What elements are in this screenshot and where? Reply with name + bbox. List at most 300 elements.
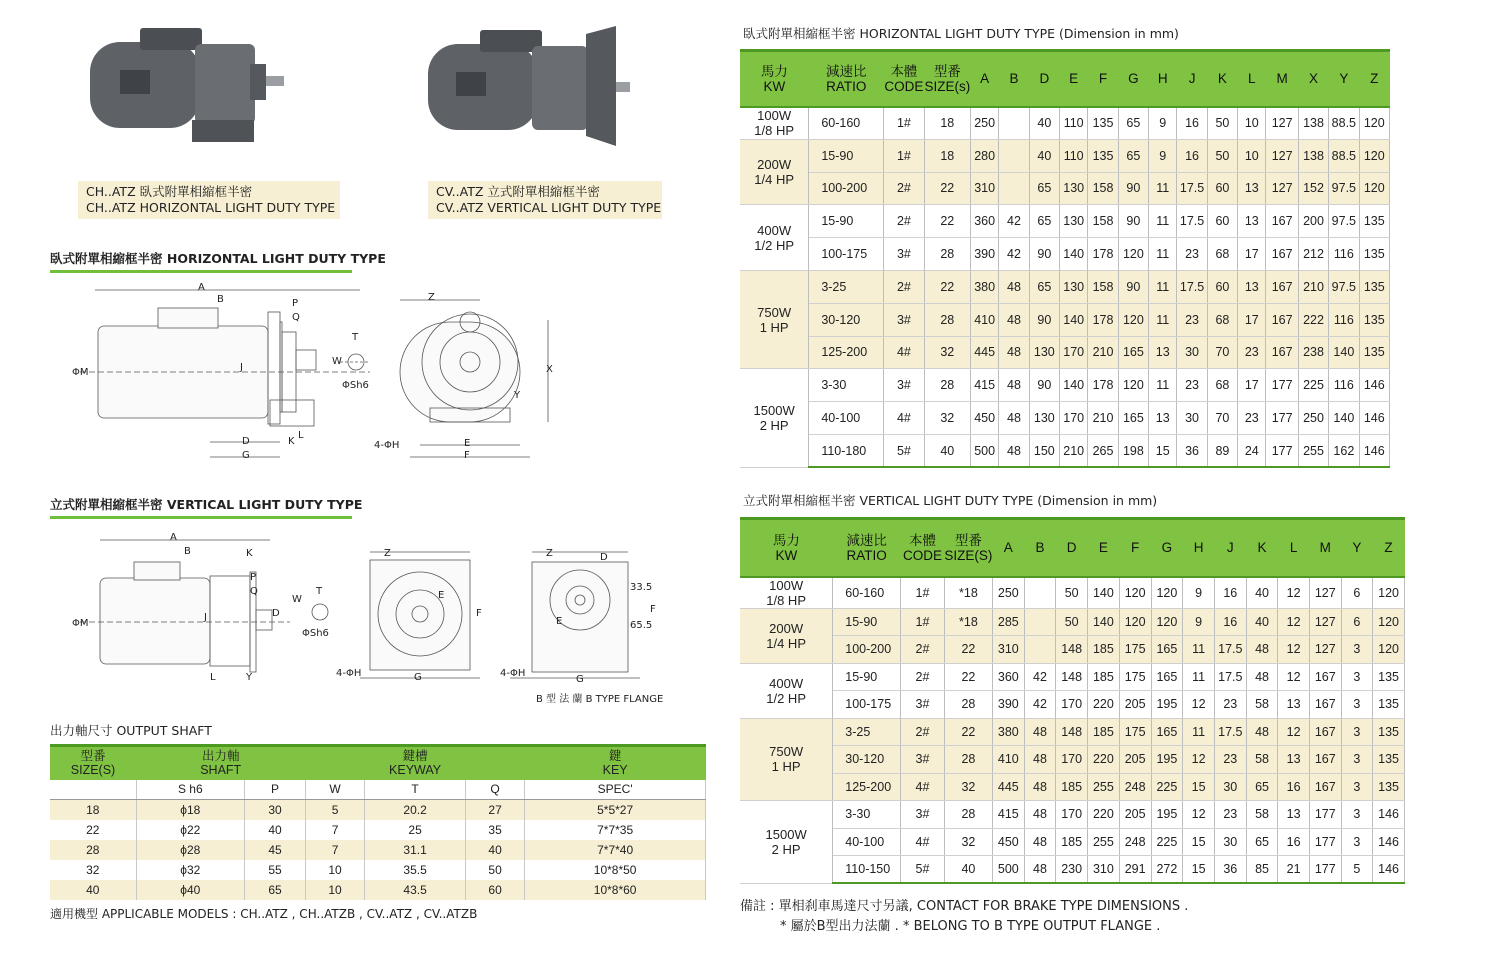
table-cell: 3 <box>1341 801 1372 829</box>
table-row <box>50 840 706 860</box>
col-header: K <box>1246 519 1278 577</box>
table-cell: 390 <box>992 691 1024 719</box>
table-cell: 16 <box>1177 107 1207 140</box>
col-header: Z <box>1359 51 1389 107</box>
horizontal-table-title: 臥式附單相縮框半密 HORIZONTAL LIGHT DUTY TYPE (Dimension in mm) <box>743 26 1179 41</box>
power-cell: 750W 1 HP <box>740 718 833 801</box>
table-cell: 167 <box>1266 205 1298 238</box>
table-cell <box>1024 636 1056 664</box>
shaft-subheader-cell: SPEC' <box>525 780 706 800</box>
table-cell: 120 <box>1118 303 1148 336</box>
table-cell: 110 <box>1060 107 1088 140</box>
label-L: L <box>298 430 304 441</box>
table-cell: 48 <box>999 434 1029 467</box>
table-cell: 13 <box>1278 801 1310 829</box>
v-label-H: 4-ΦH <box>336 668 362 679</box>
table-cell: 130 <box>1060 270 1088 303</box>
table-cell: 185 <box>1056 828 1088 856</box>
col-header: F <box>1119 519 1151 577</box>
table-cell: 90 <box>1029 238 1059 271</box>
table-cell: 7 <box>305 820 364 840</box>
table-cell: 17.5 <box>1177 172 1207 205</box>
table-cell: 32 <box>50 860 136 880</box>
table-cell: 3-25 <box>809 270 884 303</box>
vertical-caption: CV..ATZ 立式附單相縮框半密 CV..ATZ VERTICAL LIGHT DUTY TYPE <box>428 181 662 219</box>
table-cell: ϕ32 <box>136 860 245 880</box>
table-cell: 25 <box>365 820 466 840</box>
table-row <box>740 691 1405 719</box>
table-cell: 28 <box>924 303 970 336</box>
table-cell: 2# <box>884 172 924 205</box>
col-header: H <box>1149 51 1177 107</box>
table-row <box>50 880 706 900</box>
table-cell: 30 <box>245 800 306 820</box>
table-cell: 185 <box>1088 663 1120 691</box>
table-cell: 9 <box>1183 608 1215 636</box>
table-cell: 97.5 <box>1329 270 1359 303</box>
table-cell: 2# <box>901 663 945 691</box>
table-cell: 5# <box>901 856 945 884</box>
table-cell: 3 <box>1341 746 1372 774</box>
table-cell: 48 <box>1024 773 1056 801</box>
horizontal-drawing-title: 臥式附單相縮框半密 HORIZONTAL LIGHT DUTY TYPE <box>50 249 386 267</box>
col-header: Z <box>1373 519 1405 577</box>
table-row <box>740 238 1390 271</box>
table-cell: 2# <box>901 718 945 746</box>
b-label-D: D <box>600 552 608 563</box>
table-cell: 15 <box>1149 434 1177 467</box>
table-cell: 177 <box>1266 434 1298 467</box>
table-cell: 22 <box>924 172 970 205</box>
table-cell: 23 <box>1177 369 1207 402</box>
table-cell: 12 <box>1183 801 1215 829</box>
table-cell: 135 <box>1359 205 1389 238</box>
table-row <box>740 577 1405 609</box>
table-cell: 15-90 <box>833 663 901 691</box>
table-cell: 90 <box>1029 369 1059 402</box>
table-cell: 70 <box>1207 402 1237 435</box>
col-header: Y <box>1341 519 1372 577</box>
table-cell: 225 <box>1298 369 1328 402</box>
table-cell: 146 <box>1359 434 1389 467</box>
table-row <box>740 107 1390 140</box>
col-header: L <box>1278 519 1310 577</box>
table-cell: 127 <box>1266 107 1298 140</box>
table-cell: 12 <box>1278 636 1310 664</box>
table-cell: 140 <box>1329 402 1359 435</box>
table-cell: 130 <box>1060 205 1088 238</box>
table-cell: 48 <box>1246 636 1278 664</box>
table-cell: 65 <box>1029 172 1059 205</box>
table-cell: 5 <box>1341 856 1372 884</box>
table-cell: 28 <box>924 369 970 402</box>
shaft-h-keyway: 鍵槽 KEYWAY <box>305 746 524 780</box>
v-label-F: F <box>476 608 482 619</box>
col-header: 本體 CODE <box>884 51 924 107</box>
col-header: G <box>1151 519 1183 577</box>
table-cell: 68 <box>1207 238 1237 271</box>
v-label-W: W <box>292 594 302 605</box>
col-header: 型番 SIZE(s) <box>924 51 970 107</box>
table-cell: 255 <box>1298 434 1328 467</box>
table-cell: 220 <box>1088 801 1120 829</box>
table-cell: 135 <box>1359 270 1389 303</box>
shaft-subheader-cell <box>50 780 136 800</box>
table-cell: 60 <box>1207 205 1237 238</box>
table-cell: 135 <box>1373 663 1405 691</box>
table-cell: 4# <box>884 402 924 435</box>
table-cell: 7 <box>305 840 364 860</box>
table-row <box>740 402 1390 435</box>
table-cell: 410 <box>970 303 998 336</box>
table-cell: 450 <box>970 402 998 435</box>
table-cell: 225 <box>1151 773 1183 801</box>
table-cell: 167 <box>1309 691 1341 719</box>
table-cell: 22 <box>924 270 970 303</box>
table-cell: 58 <box>1246 746 1278 774</box>
table-cell: 265 <box>1088 434 1118 467</box>
col-header: D <box>1056 519 1088 577</box>
table-cell: 89 <box>1207 434 1237 467</box>
table-cell: 380 <box>992 718 1024 746</box>
table-cell <box>1024 577 1056 609</box>
table-cell: 167 <box>1309 746 1341 774</box>
table-cell: 36 <box>1214 856 1246 884</box>
table-cell: 135 <box>1088 107 1118 140</box>
table-cell: 415 <box>970 369 998 402</box>
table-cell: 1# <box>901 577 945 609</box>
table-cell: 127 <box>1309 608 1341 636</box>
table-cell: 17.5 <box>1214 636 1246 664</box>
table-cell: 50 <box>1056 608 1088 636</box>
table-cell: 15-90 <box>833 608 901 636</box>
col-header: G <box>1118 51 1148 107</box>
table-cell: 250 <box>1298 402 1328 435</box>
power-cell: 200W 1/4 HP <box>740 608 833 663</box>
table-cell: 90 <box>1029 303 1059 336</box>
label-D: D <box>242 436 250 447</box>
table-cell: 48 <box>999 270 1029 303</box>
table-cell: 31.1 <box>365 840 466 860</box>
label-B: B <box>217 294 224 305</box>
table-cell: 17.5 <box>1214 663 1246 691</box>
table-cell: 4# <box>884 336 924 369</box>
table-cell: 185 <box>1088 636 1120 664</box>
table-cell: 9 <box>1183 577 1215 609</box>
table-cell: 40 <box>1029 139 1059 172</box>
table-cell: 11 <box>1183 663 1215 691</box>
table-cell: 17 <box>1238 238 1266 271</box>
table-cell: 13 <box>1238 270 1266 303</box>
table-cell <box>999 139 1029 172</box>
table-cell: 48 <box>1024 746 1056 774</box>
table-cell: 40 <box>944 856 992 884</box>
table-cell: 138 <box>1298 107 1328 140</box>
table-row <box>50 800 706 820</box>
power-cell: 1500W 2 HP <box>740 801 833 884</box>
label-H: 4-ΦH <box>374 440 400 451</box>
table-row <box>740 801 1405 829</box>
horizontal-dimension-table <box>740 49 1390 468</box>
table-cell: 36 <box>1177 434 1207 467</box>
vertical-table-title: 立式附單相縮框半密 VERTICAL LIGHT DUTY TYPE (Dimension in mm) <box>743 493 1158 508</box>
table-cell: 170 <box>1056 746 1088 774</box>
table-cell: 380 <box>970 270 998 303</box>
b-label-335: 33.5 <box>630 582 653 593</box>
table-cell: 177 <box>1266 369 1298 402</box>
table-cell: 20.2 <box>365 800 466 820</box>
shaft-h-size: 型番 SIZE(S) <box>50 746 136 780</box>
table-cell: 48 <box>1024 828 1056 856</box>
col-header: M <box>1309 519 1341 577</box>
table-cell: 410 <box>992 746 1024 774</box>
v-label-D: D <box>272 608 280 619</box>
v-label-E: E <box>438 590 445 601</box>
table-cell: 9 <box>1149 139 1177 172</box>
table-cell: 2# <box>884 205 924 238</box>
table-cell: 30-120 <box>809 303 884 336</box>
table-cell: 88.5 <box>1329 107 1359 140</box>
table-cell: 40-100 <box>833 828 901 856</box>
table-cell: 177 <box>1309 828 1341 856</box>
table-row <box>50 820 706 840</box>
table-cell: 7*7*40 <box>525 840 706 860</box>
table-cell: 222 <box>1298 303 1328 336</box>
table-cell: 360 <box>992 663 1024 691</box>
table-cell: 130 <box>1029 402 1059 435</box>
table-cell: 27 <box>465 800 524 820</box>
table-cell: 100-200 <box>809 172 884 205</box>
table-cell: 238 <box>1298 336 1328 369</box>
table-cell: 48 <box>1246 663 1278 691</box>
table-cell: 120 <box>1119 608 1151 636</box>
table-cell: 140 <box>1088 608 1120 636</box>
table-cell: 116 <box>1329 369 1359 402</box>
table-cell: 13 <box>1149 336 1177 369</box>
table-cell: 178 <box>1088 303 1118 336</box>
table-cell: 65 <box>1029 270 1059 303</box>
horizontal-caption: CH..ATZ 臥式附單相縮框半密 CH..ATZ HORIZONTAL LIGHT DUTY TYPE <box>78 181 340 219</box>
label-Y: Y <box>514 390 521 401</box>
table-cell: 177 <box>1309 856 1341 884</box>
table-cell: 165 <box>1151 663 1183 691</box>
label-F: F <box>464 450 470 461</box>
table-cell: 90 <box>1118 205 1148 238</box>
table-row <box>740 636 1405 664</box>
flange-note: * 屬於B型出力法蘭 . * BELONG TO B TYPE OUTPUT FLANGE . <box>780 919 1161 934</box>
table-cell: 58 <box>1246 801 1278 829</box>
table-cell: 3 <box>1341 691 1372 719</box>
brake-note: 備註 : 單相刹車馬達尺寸另議, CONTACT FOR BRAKE TYPE DIMENSIONS . <box>740 899 1189 914</box>
col-header: 馬力 KW <box>740 519 833 577</box>
table-cell: 11 <box>1149 238 1177 271</box>
col-header: Y <box>1329 51 1359 107</box>
shaft-subheader-cell: P <box>245 780 306 800</box>
table-cell: 18 <box>924 107 970 140</box>
table-cell: 50 <box>465 860 524 880</box>
table-cell <box>999 172 1029 205</box>
table-cell: 28 <box>50 840 136 860</box>
table-cell: 32 <box>944 828 992 856</box>
table-cell: 17 <box>1238 369 1266 402</box>
table-cell: 135 <box>1088 139 1118 172</box>
table-cell: 135 <box>1373 746 1405 774</box>
table-cell: 97.5 <box>1329 172 1359 205</box>
shaft-h-key: 鍵 KEY <box>525 746 706 780</box>
shaft-h-shaft: 出力軸 SHAFT <box>136 746 305 780</box>
table-cell: 23 <box>1214 691 1246 719</box>
output-shaft-table <box>50 744 706 900</box>
table-cell: 22 <box>944 663 992 691</box>
table-cell: 198 <box>1118 434 1148 467</box>
b-flange-label: B 型 法 蘭 B TYPE FLANGE <box>536 694 664 705</box>
output-shaft-title: 出力軸尺寸 OUTPUT SHAFT <box>50 723 212 738</box>
table-cell: 28 <box>944 691 992 719</box>
b-label-F: F <box>650 604 656 615</box>
label-M: ΦM <box>72 367 89 378</box>
table-cell: 210 <box>1060 434 1088 467</box>
table-row <box>740 773 1405 801</box>
table-cell: 28 <box>944 746 992 774</box>
table-cell: 60 <box>1207 172 1237 205</box>
table-cell: 10 <box>1238 107 1266 140</box>
table-cell: 65 <box>1118 107 1148 140</box>
table-cell: 32 <box>944 773 992 801</box>
table-cell: 85 <box>1246 856 1278 884</box>
table-cell: 225 <box>1151 828 1183 856</box>
table-cell: 116 <box>1329 238 1359 271</box>
table-cell: 125-200 <box>833 773 901 801</box>
power-cell: 400W 1/2 HP <box>740 205 809 271</box>
table-cell: 23 <box>1177 303 1207 336</box>
table-cell: 445 <box>970 336 998 369</box>
label-X: X <box>546 364 553 375</box>
table-cell: 1# <box>884 107 924 140</box>
table-cell: 248 <box>1119 773 1151 801</box>
table-cell: 17.5 <box>1177 205 1207 238</box>
table-cell: 120 <box>1118 369 1148 402</box>
table-cell: 17 <box>1238 303 1266 336</box>
vertical-dimension-table <box>740 517 1405 884</box>
table-row <box>740 270 1390 303</box>
table-cell: 100-175 <box>833 691 901 719</box>
table-cell: 100-200 <box>833 636 901 664</box>
table-cell: 135 <box>1373 718 1405 746</box>
table-cell: 185 <box>1056 773 1088 801</box>
table-cell: 11 <box>1149 205 1177 238</box>
col-header: 減速比 RATIO <box>809 51 884 107</box>
table-cell: 170 <box>1060 336 1088 369</box>
table-cell: 13 <box>1278 746 1310 774</box>
table-cell: 3# <box>884 238 924 271</box>
table-cell: 11 <box>1149 270 1177 303</box>
table-cell: 167 <box>1309 718 1341 746</box>
table-cell: 10 <box>305 880 364 900</box>
table-cell: 48 <box>1024 801 1056 829</box>
table-cell: 90 <box>1118 172 1148 205</box>
table-cell: 23 <box>1214 746 1246 774</box>
table-cell: 10 <box>305 860 364 880</box>
table-row <box>740 608 1405 636</box>
table-cell: 70 <box>1207 336 1237 369</box>
table-cell: 146 <box>1359 402 1389 435</box>
table-cell: 7*7*35 <box>525 820 706 840</box>
table-cell: 230 <box>1056 856 1088 884</box>
col-header: 型番 SIZE(S) <box>944 519 992 577</box>
v-label-K: K <box>246 548 253 559</box>
table-cell: 125-200 <box>809 336 884 369</box>
table-cell: 32 <box>924 336 970 369</box>
table-cell: 48 <box>999 336 1029 369</box>
table-cell: 116 <box>1329 303 1359 336</box>
table-cell: 167 <box>1266 303 1298 336</box>
table-cell: 21 <box>1278 856 1310 884</box>
table-cell: *18 <box>944 608 992 636</box>
table-cell: 445 <box>992 773 1024 801</box>
label-W: W <box>332 356 342 367</box>
horizontal-motor-photo <box>80 22 290 152</box>
table-cell: 500 <box>970 434 998 467</box>
table-cell: 3# <box>884 303 924 336</box>
table-cell: 415 <box>992 801 1024 829</box>
col-header: E <box>1088 519 1120 577</box>
table-cell: 3 <box>1341 636 1372 664</box>
table-cell: 167 <box>1309 663 1341 691</box>
table-cell: 88.5 <box>1329 139 1359 172</box>
table-cell: 140 <box>1088 577 1120 609</box>
table-row <box>740 205 1390 238</box>
table-cell: 205 <box>1119 801 1151 829</box>
table-cell: 360 <box>970 205 998 238</box>
table-cell: 210 <box>1088 336 1118 369</box>
table-cell: 11 <box>1149 369 1177 402</box>
table-row <box>740 172 1390 205</box>
table-cell: 32 <box>924 402 970 435</box>
table-cell: 250 <box>970 107 998 140</box>
table-cell: 22 <box>924 205 970 238</box>
table-row <box>740 139 1390 172</box>
table-cell: 17.5 <box>1177 270 1207 303</box>
table-cell: 120 <box>1373 608 1405 636</box>
table-cell: 65 <box>245 880 306 900</box>
table-cell: 3# <box>901 746 945 774</box>
vertical-motor-photo <box>420 24 630 154</box>
table-cell: 48 <box>999 402 1029 435</box>
v-label-T: T <box>316 586 323 597</box>
table-cell: 6 <box>1341 577 1372 609</box>
table-cell: 110 <box>1060 139 1088 172</box>
table-cell: ϕ40 <box>136 880 245 900</box>
table-cell: 178 <box>1088 238 1118 271</box>
table-cell: 11 <box>1149 303 1177 336</box>
horizontal-dimension-drawing <box>70 282 590 462</box>
table-cell: 285 <box>992 608 1024 636</box>
table-cell: 15 <box>1183 856 1215 884</box>
table-cell: 135 <box>1373 691 1405 719</box>
table-cell: 170 <box>1056 801 1088 829</box>
table-cell: 43.5 <box>365 880 466 900</box>
table-cell: 50 <box>1207 139 1237 172</box>
table-cell: 24 <box>1238 434 1266 467</box>
table-cell: 175 <box>1119 663 1151 691</box>
col-header: K <box>1207 51 1237 107</box>
table-cell: 30 <box>1214 773 1246 801</box>
shaft-subheader-cell: Q <box>465 780 524 800</box>
table-cell: 2# <box>884 270 924 303</box>
table-cell: 195 <box>1151 691 1183 719</box>
table-cell: 135 <box>1359 238 1389 271</box>
table-cell: 30 <box>1214 828 1246 856</box>
